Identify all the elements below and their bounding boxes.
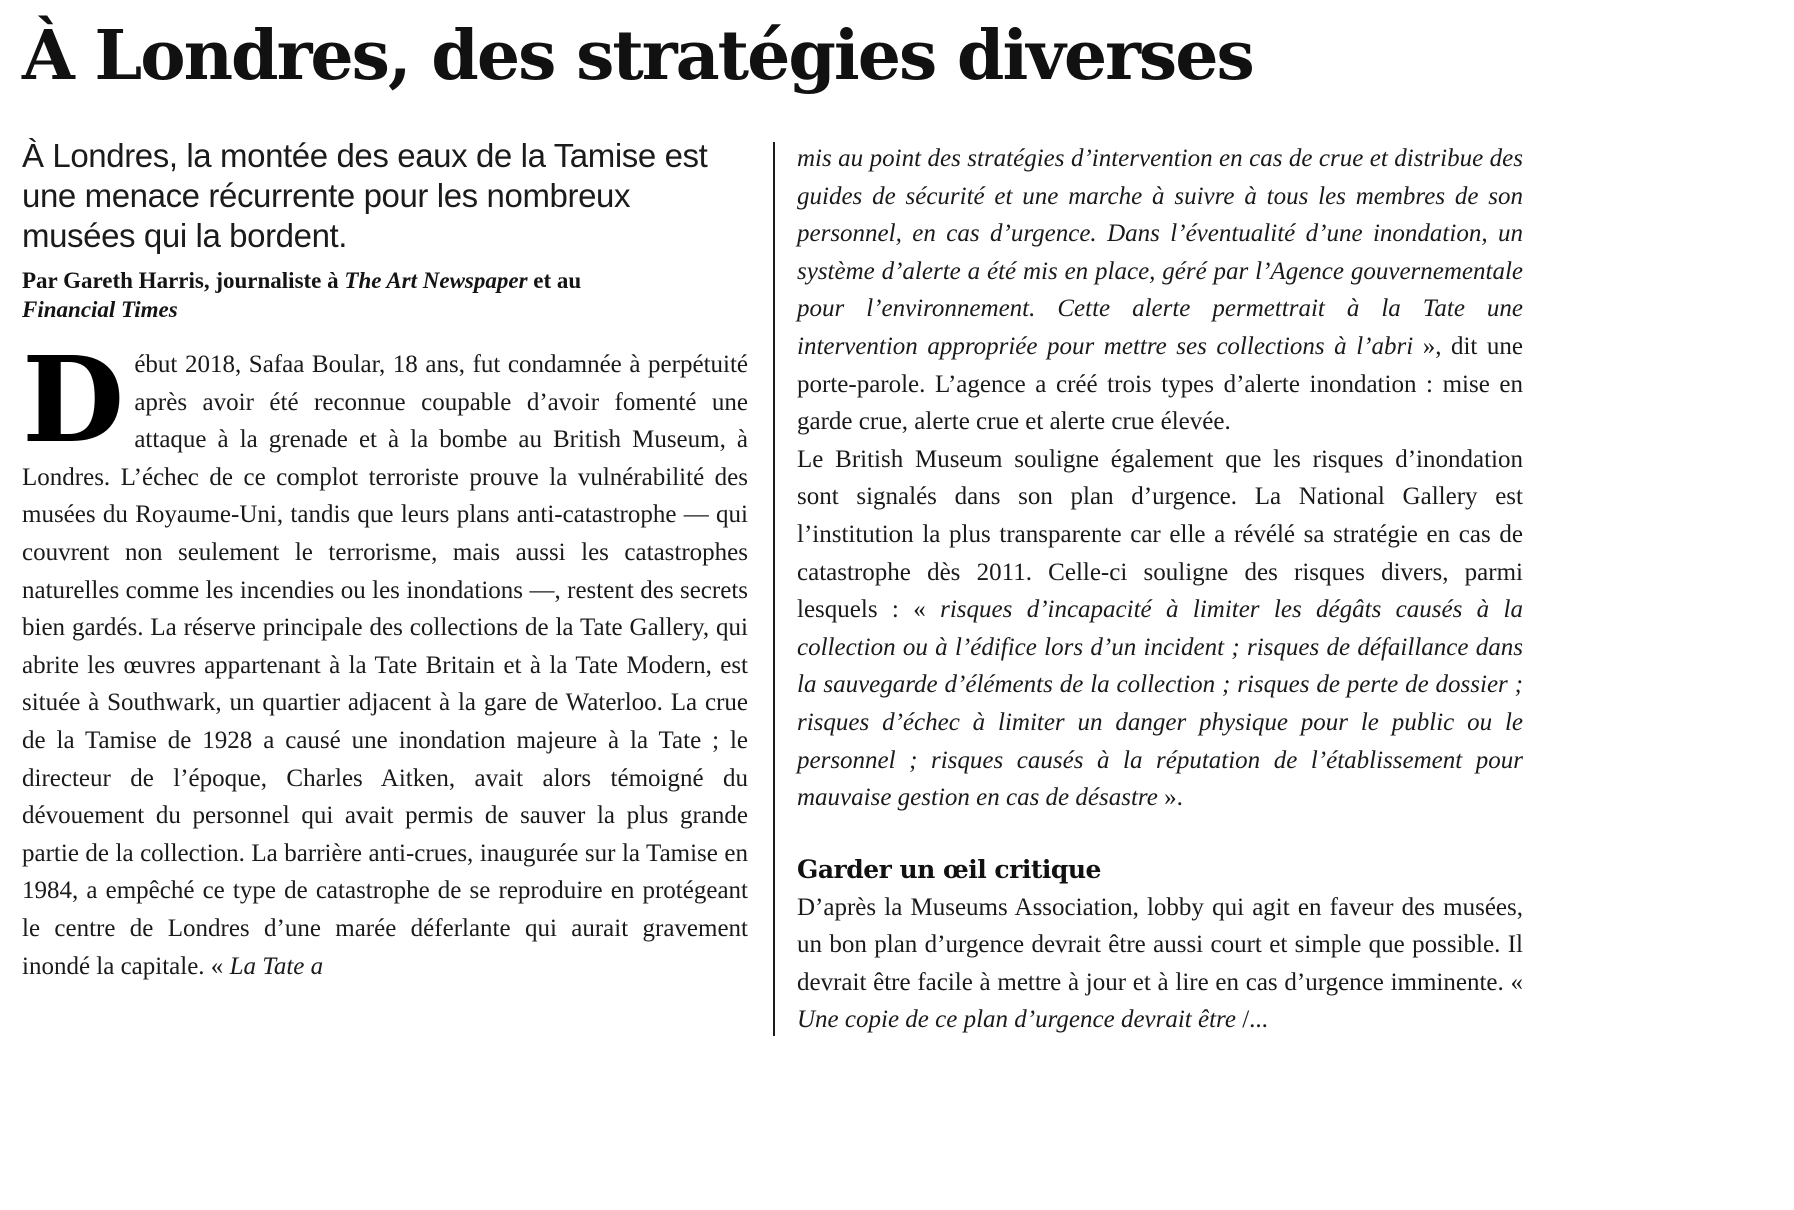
left-column — [22, 136, 748, 985]
byline — [22, 266, 748, 346]
paragraph-2-start: Le British Museum souligne également que les risques d’inondation sont signalés dans son plan d’urgence. La National Gallery est l’institution la plus transparente car elle a révélé sa stratégie en cas de catastrophe dès 2011. Celle-ci souligne des risques divers, parmi lesquels : « — [797, 445, 1523, 624]
column-divider — [773, 142, 775, 1036]
paragraph-2-end: ». — [1164, 784, 1183, 812]
byline-publication-1: The Art Newspaper — [344, 268, 528, 293]
section-subhead: Garder un œil critique — [797, 854, 1101, 884]
quote-continued: mis au point des stratégies d’intervention en cas de crue et distribue des guides de sécurité et une marche à suivre à tous les membres de son personnel, en cas d’urgence. Dans l’éventualité d’une inondation, un système d’alerte a été mis en place, géré par l’Agence gouvernementale pour l’environnement. Cette alerte permettrait à la Tate une intervention appropriée pour mettre ses collections à l’abri — [797, 145, 1523, 360]
continuation-marker: /... — [1242, 1006, 1268, 1034]
article-headline: À Londres, des stratégies diverses — [22, 16, 1253, 96]
drop-cap: D — [22, 330, 125, 469]
paragraph-3-quote: Une copie de ce plan d’urgence devrait être — [797, 1006, 1236, 1034]
byline-middle: et au — [527, 268, 582, 293]
after-quote-text: », dit une porte-parole. L’agence a créé trois types d’alerte inondation : mise en garde crue, alerte crue et alerte crue élevée. — [797, 332, 1523, 436]
byline-publication-2: Financial Times — [22, 297, 178, 322]
left-paragraph-text: ébut 2018, Safaa Boular, 18 ans, fut condamnée à perpétuité après avoir été reconnue coupable d’avoir fomenté une attaque à la grenade et à la bombe au British Museum, à Londres. L’échec de ce complot terroriste prouve la vulnérabilité des musées du Royaume-Uni, tandis que leurs plans anti-catastrophe — qui couvrent non seulement le terrorisme, mais aussi les catastrophes naturelles comme les incendies ou les inondations —, restent des secrets bien gardés. La réserve principale des collections de la Tate Gallery, qui abrite les œuvres appartenant à la Tate Britain et à la Tate Modern, est située à Southwark, un quartier adjacent à la gare de Waterloo. La crue de la Tamise de 1928 a causé une inondation majeure à la Tate ; le directeur de l’époque, Charles Aitken, avait alors témoigné du dévouement du personnel qui avait permis de sauver la plus grande partie de la collection. La barrière anti-crues, inaugurée sur la Tamise en 1984, a empêché ce type de catastrophe de se reproduire en protégeant le centre de Londres d’une marée déferlante qui aurait gravement inondé la capitale. « — [22, 351, 748, 980]
right-column — [797, 140, 1523, 1039]
paragraph-2-quote: risques d’incapacité à limiter les dégâts causés à la collection ou à l’édifice lors d’un incident ; risques de défaillance dans la sauvegarde d’éléments de la collection ; risques de perte de dossier ; risques d’échec à limiter un danger physique pour le public ou le personnel ; risques causés à la réputation de l’établissement pour mauvaise gestion en cas de désastre — [797, 596, 1523, 812]
byline-prefix: Par Gareth Harris, journaliste à — [22, 268, 345, 293]
left-body-paragraph — [22, 330, 748, 985]
right-paragraph-3 — [797, 889, 1523, 1039]
left-quote-start: La Tate a — [229, 952, 324, 980]
right-paragraph-2 — [797, 441, 1523, 817]
article-lede: À Londres, la montée des eaux de la Tamise est une menace récurrente pour les nombreux musées qui la bordent. — [22, 137, 708, 254]
right-paragraph-1 — [797, 140, 1523, 441]
paragraph-3-start: D’après la Museums Association, lobby qui agit en faveur des musées, un bon plan d’urgence devrait être aussi court et simple que possible. Il devrait être facile à mettre à jour et à lire en cas d’urgence imminente. « — [797, 893, 1523, 996]
